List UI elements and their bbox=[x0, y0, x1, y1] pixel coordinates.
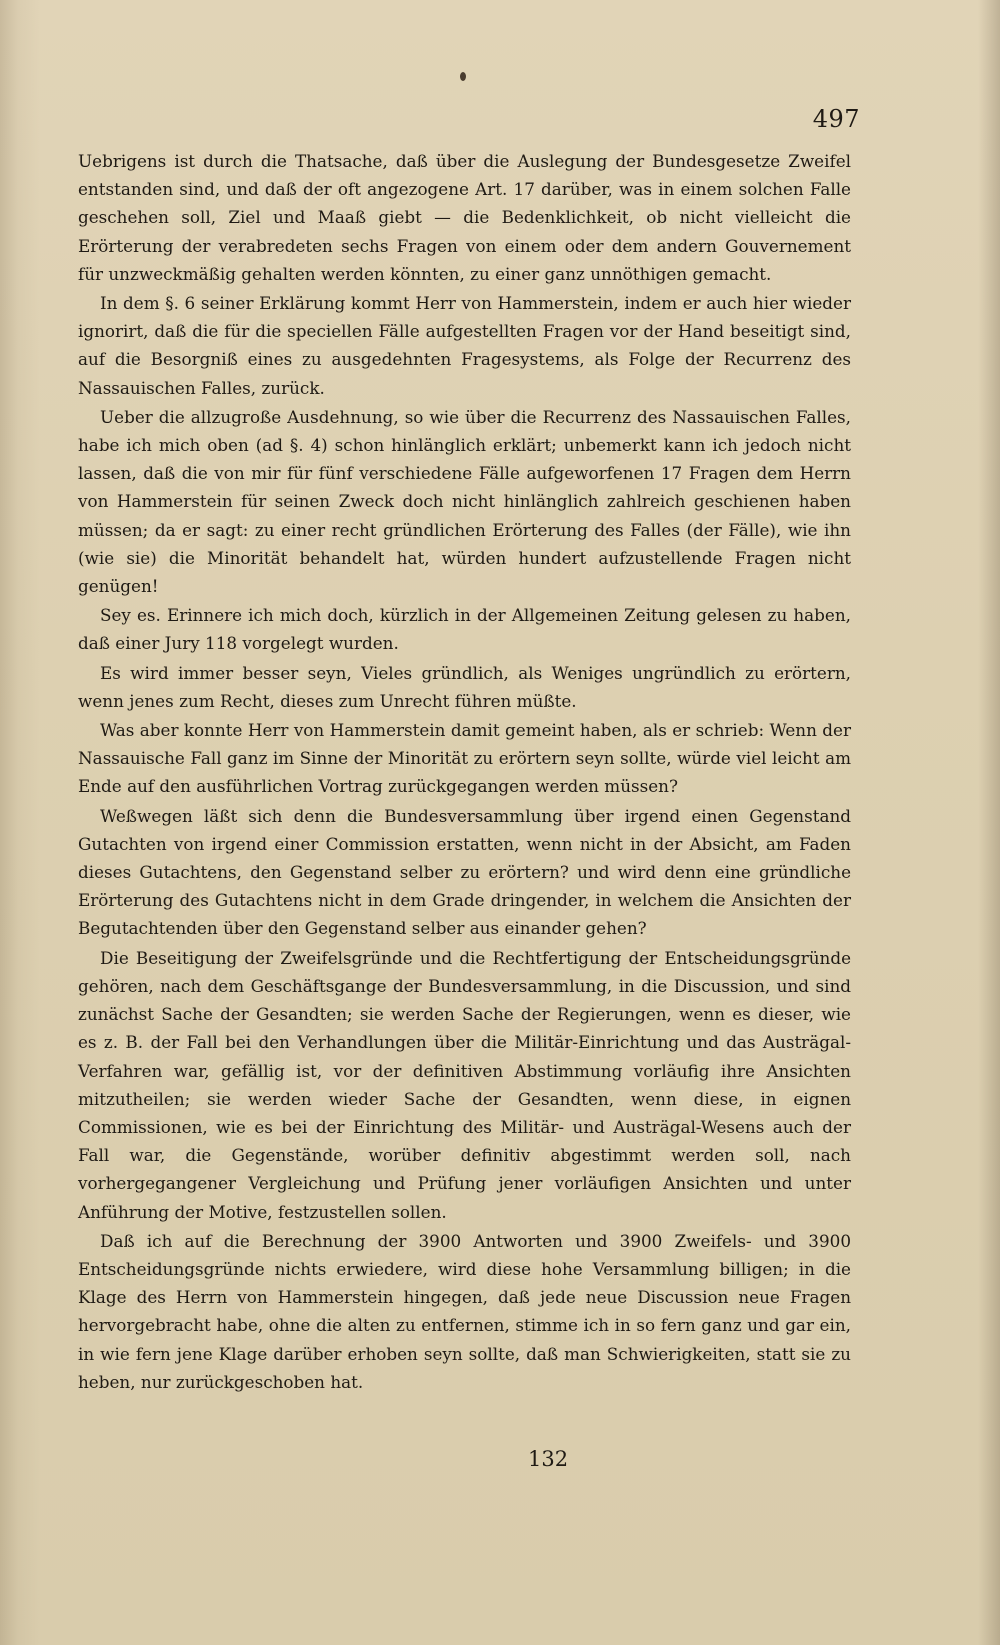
paragraph-7: Weßwegen läßt sich denn die Bundesversammlung über irgend einen Gegenstand Gutachten von irgend einer Commission erstatten, wenn nicht in der Absicht, am Faden dieses Gutachtens, den Gegenstand selber zu erörtern? und wird denn eine gründliche Erörterung des Gutachtens nicht in dem Grade dringender, in welchem die Ansichten der Begutachtenden über den Gegenstand selber aus einander gehen? bbox=[78, 805, 851, 939]
paragraph-5: Es wird immer besser seyn, Vieles gründlich, als Weniges ungründlich zu erörtern, wenn jenes zum Recht, dieses zum Unrecht führen müßte. bbox=[78, 662, 851, 711]
paragraph-1: Uebrigens ist durch die Thatsache, daß über die Auslegung der Bundesgesetze Zweifel entstanden sind, und daß der oft angezogene Art. 17 darüber, was in einem solchen Falle geschehen soll, Ziel und Maaß giebt — die Bedenklichkeit, ob nicht vielleicht die Erörterung der verabredeten sechs Fragen von einem oder dem andern Gouvernement für unzweckmäßig gehalten werden könnten, zu einer ganz unnöthigen gemacht. bbox=[78, 151, 851, 284]
paragraph-6: Was aber konnte Herr von Hammerstein damit gemeint haben, als er schrieb: Wenn der Nassauische Fall ganz im Sinne der Minorität zu erörtern seyn sollte, würde viel leicht am Ende auf den ausführlichen Vortrag zurückgegangen werden müssen? bbox=[78, 720, 851, 797]
printer-signature-mark: 132 bbox=[528, 1447, 569, 1471]
paragraph-9: Daß ich auf die Berechnung der 3900 Antworten und 3900 Zweifels- und 3900 Entscheidungsgründe nichts erwiedere, wird diese hohe Versammlung billigen; in die Klage des Herrn von Hammerstein hingegen, daß jede neue Discussion neue Fragen hervorgebracht habe, ohne die alten zu entfernen, stimme ich in so fern ganz und gar ein, in wie fern jene Klage darüber erhoben seyn sollte, daß man Schwierigkeiten, statt sie zu heben, nur zurückgeschoben hat. bbox=[78, 1230, 851, 1392]
page-body-text bbox=[78, 147, 851, 1397]
paragraph-2: In dem §. 6 seiner Erklärung kommt Herr von Hammerstein, indem er auch hier wieder ignorirt, daß die für die speciellen Fälle aufgestellten Fragen vor der Hand beseitigt sind, auf die Besorgniß eines zu ausgedehnten Fragesystems, als Folge der Recurrenz des Nassauischen Falles, zurück. bbox=[78, 293, 851, 398]
paragraph-4: Sey es. Erinnere ich mich doch, kürzlich in der Allgemeinen Zeitung gelesen zu haben, daß einer Jury 118 vorgelegt wurden. bbox=[78, 605, 851, 654]
page-number: 497 bbox=[812, 105, 860, 133]
paragraph-8: Die Beseitigung der Zweifelsgründe und die Rechtfertigung der Entscheidungsgründe gehören, nach dem Geschäftsgange der Bundesversammlung, in die Discussion, und sind zunächst Sache der Gesandten; sie werden Sache der Regierungen, wenn es dieser, wie es z. B. der Fall bei den Verhandlungen über die Militär-Einrichtung und das Austrägal-Verfahren war, gefällig ist, vor der definitiven Abstimmung vorläufig ihre Ansichten mitzutheilen; sie werden wieder Sache der Gesandten, wenn diese, in eignen Commissionen, wie es bei der Einrichtung des Militär- und Austrägal-Wesens auch der Fall war, die Gegenstände, worüber definitiv abgestimmt werden soll, nach vorhergegangener Vergleichung und Prüfung jener vorläufigen Ansichten und unter Anführung der Motive, festzustellen sollen. bbox=[78, 947, 851, 1222]
ink-mark bbox=[460, 72, 466, 81]
page-edge-shadow bbox=[978, 0, 1000, 1645]
paragraph-3: Ueber die allzugroße Ausdehnung, so wie über die Recurrenz des Nassauischen Falles, habe ich mich oben (ad §. 4) schon hinlänglich erklärt; unbemerkt kann ich jedoch nicht lassen, daß die von mir für fünf verschiedene Fälle aufgeworfenen 17 Fragen dem Herrn von Hammerstein für seinen Zweck doch nicht hinlänglich zahlreich geschienen haben müssen; da er sagt: zu einer recht gründlichen Erörterung des Falles (der Fälle), wie ihn (wie sie) die Minorität behandelt hat, würden hundert aufzustellende Fragen nicht genügen! bbox=[78, 406, 851, 597]
